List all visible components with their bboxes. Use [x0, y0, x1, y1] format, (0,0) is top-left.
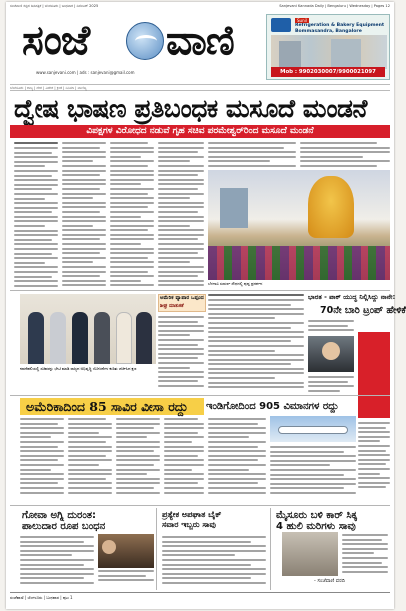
- lead-subheadline: ವಿಪಕ್ಷಗಳ ವಿರೋಧದ ನಡುವೆ ಗೃಹ ಸಚಿವ ಪರಮೇಶ್ವರ್‌ರಿಂದ ಮಸೂದೆ ಮಂಡನೆ: [10, 125, 390, 138]
- ad-heading: Refrigeration & Bakery Equipment Bommasandra, Bangalore: [295, 23, 385, 34]
- tiger-cubs-headline: [276, 510, 388, 532]
- visa-story-column-1: [20, 418, 64, 500]
- section-nav: ಬೆಂಗಳೂರು | ರಾಜ್ಯ | ದೇಶ | ವಿದೇಶ | ಕ್ರೀಡೆ | ಸಿನಿಮಾ | ವಾಣಿಜ್ಯ: [10, 84, 390, 91]
- newspaper-page: [6, 2, 406, 609]
- indigo-story-column-1: [208, 418, 266, 500]
- goa-fire-text-2: [98, 570, 154, 588]
- meeting-photo-caption: ನವದೆಹಲಿಯಲ್ಲಿ ಸಚಿವರನ್ನು ಭೇಟಿ ಮಾಡಿ ರಾಜ್ಯದ ಅಭಿವೃದ್ಧಿ ಯೋಜನೆಗಳ ಕುರಿತು ಚರ್ಚಿಸಿದ ಕ್ಷಣ: [20, 366, 137, 371]
- goa-fire-text: [20, 536, 94, 588]
- indigo-story-column-2: [270, 446, 356, 500]
- side-advertisement[interactable]: [358, 332, 390, 418]
- visa-headline: ಅಮೆರಿಕಾದಿಂದ 85 ಸಾವಿರ ವೀಸಾ ರದ್ದು: [20, 398, 204, 415]
- trump-photo: [308, 336, 354, 372]
- tiger-cubs-headline-line2: 4 ಹುಲಿ ಮರಿಗಳು ಸಾವು: [276, 521, 356, 532]
- flower-show-caption: ಬೆಳಗಾವಿ ಸುವರ್ಣ ಸೌಧದಲ್ಲಿ ಪುಷ್ಪ ಪ್ರದರ್ಶನ: [208, 281, 263, 286]
- lead-story-column-2: [62, 142, 106, 292]
- topline-right: Sanjevani Kannada Daily | Bengaluru | Wednesday | Pages 12: [279, 4, 390, 8]
- visa-story-column-4: [164, 418, 204, 500]
- indo-pak-text: [308, 376, 354, 396]
- ad-mobile-number: Mob : 9902030007/9900021097: [271, 67, 385, 77]
- masthead-subline: www.sanjevani.com | ads : sanjevani@gmail.com: [36, 70, 135, 75]
- goa-fire-headline: [22, 510, 152, 532]
- newspaper-logo: [16, 16, 266, 68]
- tiger-cubs-headline-line1: ಮೈಸೂರು ಬಳಿ ಕಾರ್ ಸಿಕ್ಕ: [276, 510, 358, 521]
- indo-pak-subhead: 70ನೇ ಬಾರಿ ಟ್ರಂಪ್ ಹೇಳಿಕೆ: [320, 305, 406, 316]
- lead-headline: ದ್ವೇಷ ಭಾಷಣ ಪ್ರತಿಬಂಧಕ ಮಸೂದೆ ಮಂಡನೆ: [14, 94, 367, 123]
- flower-show-photo: [208, 170, 390, 280]
- aircraft-photo: [270, 416, 356, 442]
- logo-text-left: ಸಂಜೆ: [22, 16, 90, 64]
- section-divider: [10, 395, 390, 396]
- visa-story-column-2: [68, 418, 112, 500]
- advertiser-logo-icon: [271, 18, 291, 32]
- topline-left: ಸಂಜೆವಾಣಿ ಕನ್ನಡ ದಿನಪತ್ರಿಕೆ | ಬೆಂಗಳೂರು | ಬುಧವಾರ | ಡಿಸೆಂಬರ್ 2025: [10, 4, 99, 8]
- indo-pak-text-top: [308, 320, 354, 334]
- lead-story-column-6: [300, 142, 390, 168]
- ad-tag: Sunil: [297, 18, 307, 23]
- lead-story-column-3: [110, 142, 154, 292]
- lead-story-column-5: [208, 142, 296, 168]
- trade-deal-text: [158, 316, 204, 394]
- column-divider: [270, 508, 271, 590]
- accident-text: [162, 536, 266, 588]
- tiger-cubs-photo: [282, 532, 338, 576]
- topline: [10, 4, 390, 11]
- tiger-cubs-text: [342, 534, 388, 576]
- visa-story-column-3: [116, 418, 160, 500]
- section-divider: [10, 290, 390, 291]
- trade-deal-headline: ಅಮೆರಿಕ ವ್ಯಾಪಾರ ಒಪ್ಪಂದ: [160, 295, 204, 301]
- accused-photo: [98, 534, 154, 568]
- column-divider: [156, 508, 157, 590]
- goa-fire-headline-line1: ಗೋವಾ ಅಗ್ನಿ ದುರಂತ:: [22, 510, 97, 521]
- report-signature: - ಸಂಜೆವಾಣಿ ವರದಿ: [314, 578, 346, 584]
- goa-fire-headline-line2: ಪಾಲುದಾರ ರೂಪ ಬಂಧನ: [22, 521, 106, 532]
- accident-headline-line1: ಪ್ರತ್ಯೇಕ ಅಪಘಾತ ಬೈಕ್: [162, 510, 222, 519]
- logo-text-right: ವಾಣಿ: [166, 16, 234, 64]
- indo-pak-headline: ಭಾರತ - ಪಾಕ್ ಯುದ್ಧ ನಿಲ್ಲಿಸಿದ್ದು ನಾನೇ:: [308, 293, 396, 301]
- indigo-story-column-3: [358, 422, 390, 500]
- page-footer: ಸಂಜೆವಾಣಿ | ಬೆಂಗಳೂರು | ಬುಧವಾರ | ಪುಟ 1: [10, 592, 390, 602]
- lead-story-column-4: [158, 142, 204, 292]
- lead-story-column-1: [14, 142, 58, 292]
- accident-headline-line2: ಸವಾರ ಇಬ್ಬರು ಸಾವು: [162, 520, 216, 529]
- section-divider: [10, 505, 390, 506]
- meeting-photo: [20, 294, 156, 364]
- masthead: [10, 12, 390, 82]
- advertisement[interactable]: [266, 14, 390, 80]
- ad-product-image: [271, 35, 387, 69]
- dove-emblem-icon: [126, 22, 164, 60]
- accident-headline: [162, 510, 266, 532]
- indigo-headline: ಇಂಡಿಗೋದಿಂದ 905 ವಿಮಾನಗಳ ರದ್ದು: [206, 401, 339, 412]
- middle-story-text: [208, 294, 304, 394]
- trade-deal-subhead: ಶೀಘ್ರ ಮಾತುಕತೆ: [160, 304, 184, 309]
